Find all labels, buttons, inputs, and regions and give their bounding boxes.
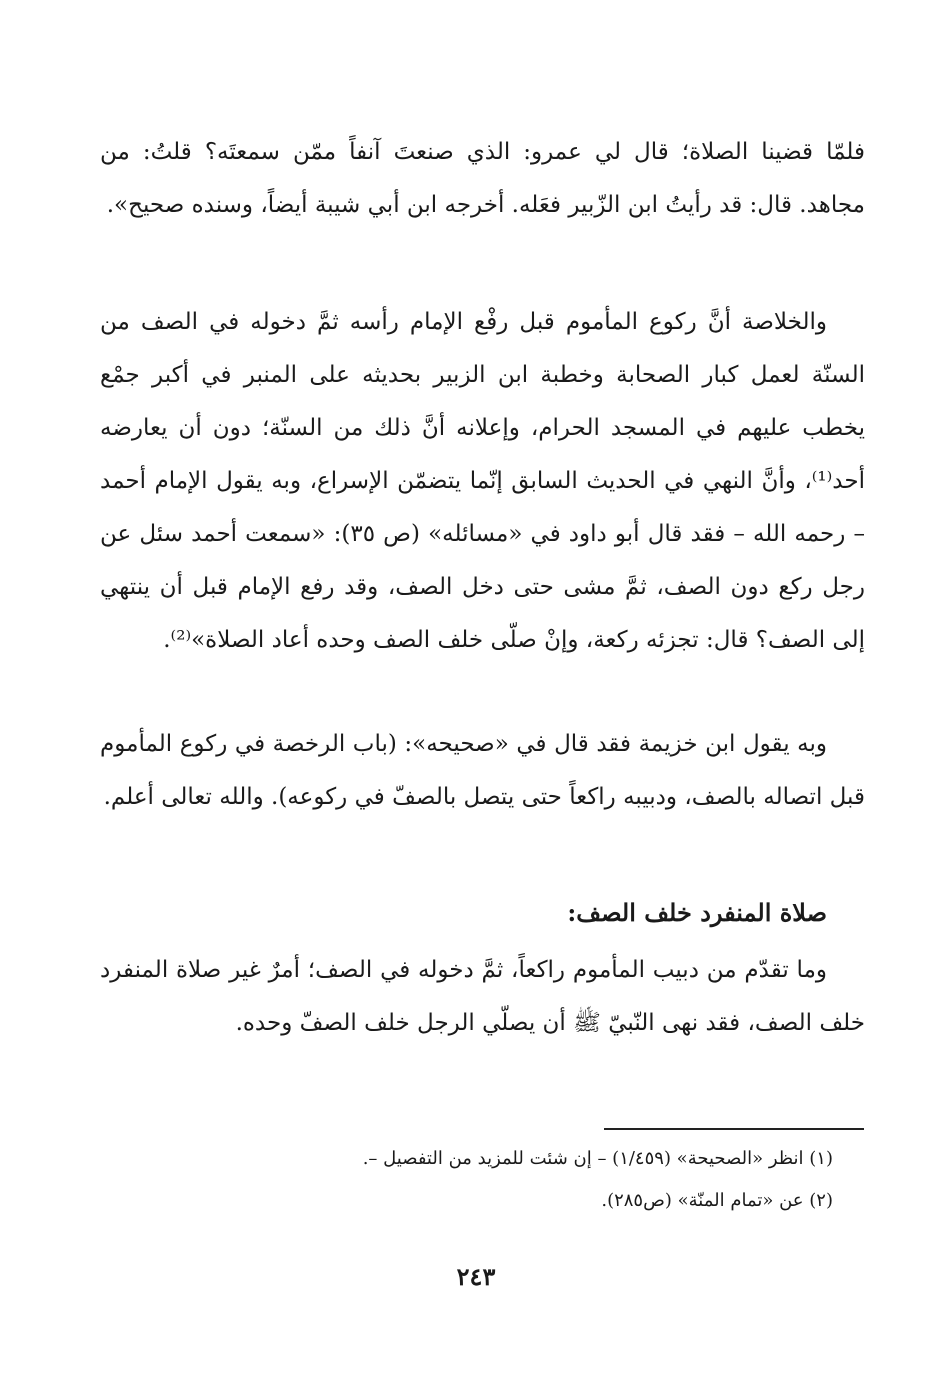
- footnote-2: (٢) عن «تمام المنّة» (ص٢٨٥).: [601, 1190, 833, 1211]
- footnote-1: (١) انظر «الصحيحة» (١/٤٥٩) – إن شئت للمزيد من التفصيل –.: [362, 1148, 833, 1169]
- paragraph-ibn-khuzaymah: وبه يقول ابن خزيمة فقد قال في «صحيحه»: (باب الرخصة في ركوع المأموم قبل اتصاله بالصف، ودبيبه راكعاً حتى يتصل بالصفّ في ركوعه). والله تعالى أعلم.: [100, 731, 865, 810]
- footnotes: [100, 1138, 833, 1222]
- paragraph-summary: والخلاصة أنَّ ركوع المأموم قبل رفْع الإمام رأسه ثمَّ دخوله في الصف من السنّة لعمل كبار الصحابة وخطبة ابن الزبير بحديثه على المنبر في أكبر جمْع يخطب عليهم في المسجد الحرام، وإعلانه أنَّ ذلك من السنّة؛ دون أن يعارضه أحد⁽¹⁾، وأنَّ النهي في الحديث السابق إنّما يتضمّن الإسراع، وبه يقول الإمام أحمد – رحمه الله – فقد قال أبو داود في «مسائله» (ص ٣٥): «سمعت أحمد سئل عن رجل ركع دون الصف، ثمَّ مشى حتى دخل الصف، وقد رفع الإمام قبل أن ينتهي إلى الصف؟ قال: تجزئه ركعة، وإنْ صلّى خلف الصف وحده أعاد الصلاة»⁽²⁾.: [100, 309, 865, 653]
- footnote-divider: [604, 1128, 864, 1130]
- section-heading: صلاة المنفرد خلف الصف:: [567, 898, 827, 927]
- paragraph-continuation: فلمّا قضينا الصلاة؛ قال لي عمرو: الذي صنعتَ آنفاً ممّن سمعتَه؟ قلتُ: من مجاهد. قال: قد رأيتُ ابن الزّبير فعَله. أخرجه ابن أبي شيبة أيضاً، وسنده صحيح».: [100, 139, 865, 218]
- page-number: ٢٤٣: [456, 1262, 496, 1291]
- paragraph-solitary-prayer: وما تقدّم من دبيب المأموم راكعاً، ثمَّ دخوله في الصف؛ أمرٌ غير صلاة المنفرد خلف الصف، فقد نهى النّبيّ ﷺ أن يصلّي الرجل خلف الصفّ وحده.: [100, 957, 865, 1036]
